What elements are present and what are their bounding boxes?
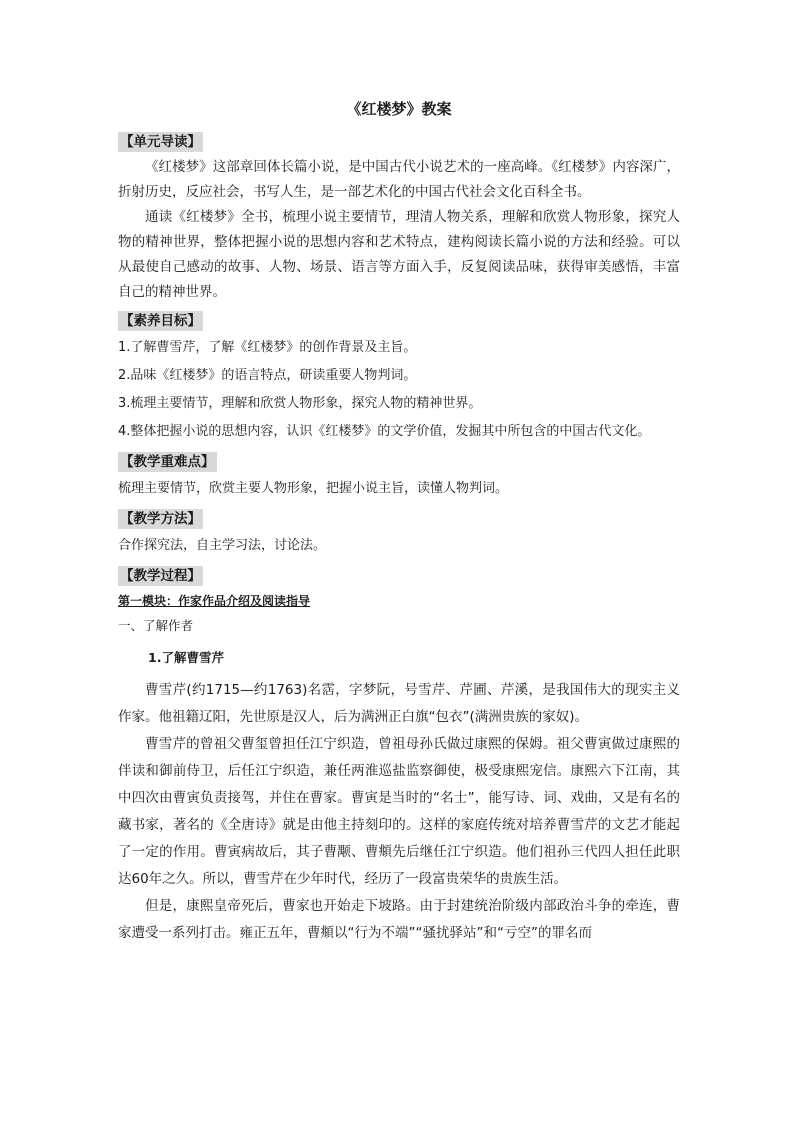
process-paragraph: 但是，康熙皇帝死后，曹家也开始走下坡路。由于封建统治阶级内部政治斗争的牵连，曹家遭受一系列打击。雍正五年，曹頫以“行为不端”“骚扰驿站”和“亏空”的罪名而 [118, 898, 680, 941]
goal-item: 2.品味《红楼梦》的语言特点，研读重要人物判词。 [118, 368, 417, 383]
section-goals [118, 309, 680, 446]
document-title: 《红楼梦》教案 [346, 100, 452, 118]
goal-item: 3.梳理主要情节，理解和欣赏人物形象，探究人物的精神世界。 [118, 396, 482, 411]
section-heading-methods: 【教学方法】 [120, 511, 201, 527]
process-paragraph: 曹雪芹(约1715—约1763)名霑，字梦阮，号雪芹、芹圃、芹溪，是我国伟大的现实主义作家。他祖籍辽阳，先世原是汉人，后为满洲正白旗“包衣”(满洲贵族的家奴)。 [118, 682, 680, 725]
section-heading-intro: 【单元导读】 [120, 134, 201, 150]
document-content [118, 98, 680, 951]
section-process [118, 564, 680, 947]
sub-sub-heading: 1.了解曹雪芹 [148, 650, 224, 665]
process-paragraph: 曹雪芹的曾祖父曹玺曾担任江宁织造，曾祖母孙氏做过康熙的保姆。祖父曹寅做过康熙的伴读和御前侍卫，后任江宁织造，兼任两淮巡盐监察御使，极受康熙宠信。康熙六下江南，其中四次由曹寅负责接驾，并住在曹家。曹寅是当时的“名士”，能写诗、词、戏曲，又是有名的藏书家，著名的《全唐诗》就是由他主持刻印的。这样的家庭传统对培养曹雪芹的文艺才能起了一定的作用。曹寅病故后，其子曹颙、曹頫先后继任江宁织造。他们祖孙三代四人担任此职达60年之久。所以，曹雪芹在少年时代，经历了一段富贵荣华的贵族生活。 [118, 736, 680, 887]
section-intro [118, 130, 680, 305]
goal-item: 1.了解曹雪芹，了解《红楼梦》的创作背景及主旨。 [118, 340, 417, 355]
section-heading-key-points: 【教学重难点】 [120, 454, 215, 470]
goal-item: 4.整体把握小说的思想内容，认识《红楼梦》的文学价值，发掘其中所包含的中国古代文化。 [118, 424, 651, 439]
section-heading-goals: 【素养目标】 [120, 313, 201, 329]
key-points-text: 梳理主要情节，欣赏主要人物形象，把握小说主旨，读懂人物判词。 [118, 481, 509, 496]
intro-paragraph: 通读《红楼梦》全书，梳理小说主要情节，理清人物关系，理解和欣赏人物形象，探究人物的精神世界，整体把握小说的思想内容和艺术特点，建构阅读长篇小说的方法和经验。可以从最使自己感动的故事、人物、场景、语言等方面入手，反复阅读品味，获得审美感悟，丰富自己的精神世界。 [118, 209, 680, 300]
section-key-points [118, 450, 680, 503]
intro-paragraph: 《红楼梦》这部章回体长篇小说，是中国古代小说艺术的一座高峰。《红楼梦》内容深广，折射历史，反应社会，书写人生，是一部艺术化的中国古代社会文化百科全书。 [118, 159, 680, 200]
methods-text: 合作探究法，自主学习法，讨论法。 [118, 538, 327, 553]
section-methods [118, 507, 680, 560]
section-heading-process: 【教学过程】 [120, 568, 201, 584]
module-heading: 第一模块：作家作品介绍及阅读指导 [118, 594, 311, 608]
sub-heading: 一、了解作者 [118, 618, 194, 633]
